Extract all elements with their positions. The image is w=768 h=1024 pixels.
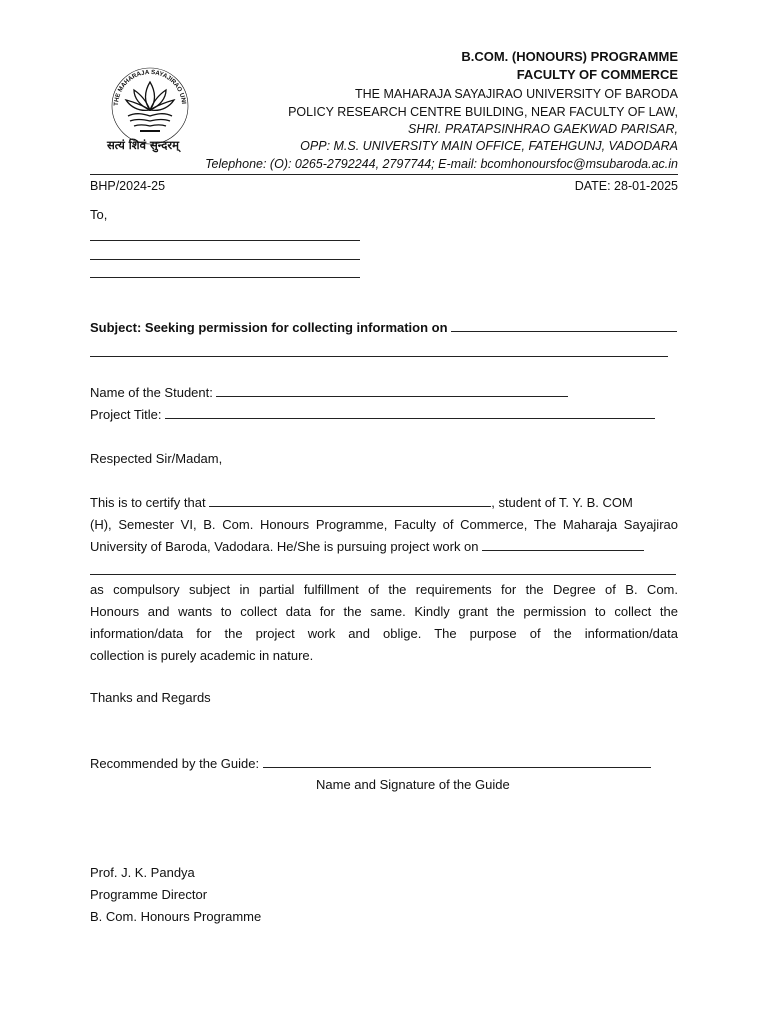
cert-line-3-text: University of Baroda, Vadodara. He/She is pursuing project work on <box>90 539 479 554</box>
subject-blank-2 <box>90 356 668 357</box>
guide-caption: Name and Signature of the Guide <box>316 777 510 792</box>
body-line-1: as compulsory subject in partial fulfillment of the requirements for the Degree of B. Com. <box>90 582 678 597</box>
address-blank-2 <box>90 259 360 260</box>
address-line-2: SHRI. PRATAPSINHRAO GAEKWAD PARISAR, <box>408 122 678 136</box>
cert-line-2: (H), Semester VI, B. Com. Honours Programme, Faculty of Commerce, The Maharaja Sayajirao <box>90 517 678 532</box>
letter-date: DATE: 28-01-2025 <box>574 179 678 193</box>
project-title-line <box>90 407 655 423</box>
logo-ring-text: THE MAHARAJA SAYAJIRAO UNI <box>112 68 187 107</box>
body-line-3: information/data for the project work and oblige. The purpose of the information/data <box>90 626 678 641</box>
cert-suffix: , student of T. Y. B. COM <box>491 495 633 510</box>
student-name-label: Name of the Student: <box>90 385 213 400</box>
project-work-blank-2 <box>90 574 676 575</box>
project-work-blank <box>482 539 644 551</box>
body-paragraph <box>90 579 678 667</box>
closing: Thanks and Regards <box>90 690 211 705</box>
address-blank-3 <box>90 277 360 278</box>
signatory-name: Prof. J. K. Pandya <box>90 865 195 880</box>
project-title-blank <box>165 407 655 419</box>
subject-line <box>90 320 677 336</box>
cert-line-1 <box>90 495 678 511</box>
guide-signature-blank <box>263 756 651 768</box>
contact-line: Telephone: (O): 0265-2792244, 2797744; E-mail: bcomhonoursfoc@msubaroda.ac.in <box>205 157 678 171</box>
reference-number: BHP/2024-25 <box>90 179 166 193</box>
student-name-blank <box>216 385 568 397</box>
subject-label: Subject: Seeking permission for collecting information on <box>90 320 448 335</box>
body-line-4: collection is purely academic in nature. <box>90 648 314 663</box>
signatory-dept: B. Com. Honours Programme <box>90 909 262 924</box>
body-line-2: Honours and wants to collect data for the same. Kindly grant the permission to collect the <box>90 604 678 619</box>
logo-motto: सत्यं शिवं सुन्दरम् <box>107 138 179 152</box>
salutation: Respected Sir/Madam, <box>90 451 223 466</box>
header-divider <box>90 174 678 175</box>
address-line-3: OPP: M.S. UNIVERSITY MAIN OFFICE, FATEHGUNJ, VADODARA <box>300 139 678 153</box>
faculty-title: FACULTY OF COMMERCE <box>516 67 678 82</box>
subject-blank <box>451 320 677 332</box>
guide-label: Recommended by the Guide: <box>90 756 260 771</box>
address-blank-1 <box>90 240 360 241</box>
signatory-title: Programme Director <box>90 887 208 902</box>
programme-title: B.COM. (HONOURS) PROGRAMME <box>461 49 678 64</box>
cert-prefix: This is to certify that <box>90 495 206 510</box>
project-title-label: Project Title: <box>90 407 162 422</box>
university-name: THE MAHARAJA SAYAJIRAO UNIVERSITY OF BARODA <box>355 87 678 101</box>
cert-paragraph <box>90 514 678 536</box>
cert-line-3 <box>90 539 644 555</box>
addressee-label: To, <box>90 207 108 222</box>
address-line-1: POLICY RESEARCH CENTRE BUILDING, NEAR FACULTY OF LAW, <box>288 105 678 119</box>
student-name-line <box>90 385 568 401</box>
student-name-blank-2 <box>209 495 491 507</box>
lotus-icon <box>126 82 174 126</box>
guide-line <box>90 756 651 772</box>
